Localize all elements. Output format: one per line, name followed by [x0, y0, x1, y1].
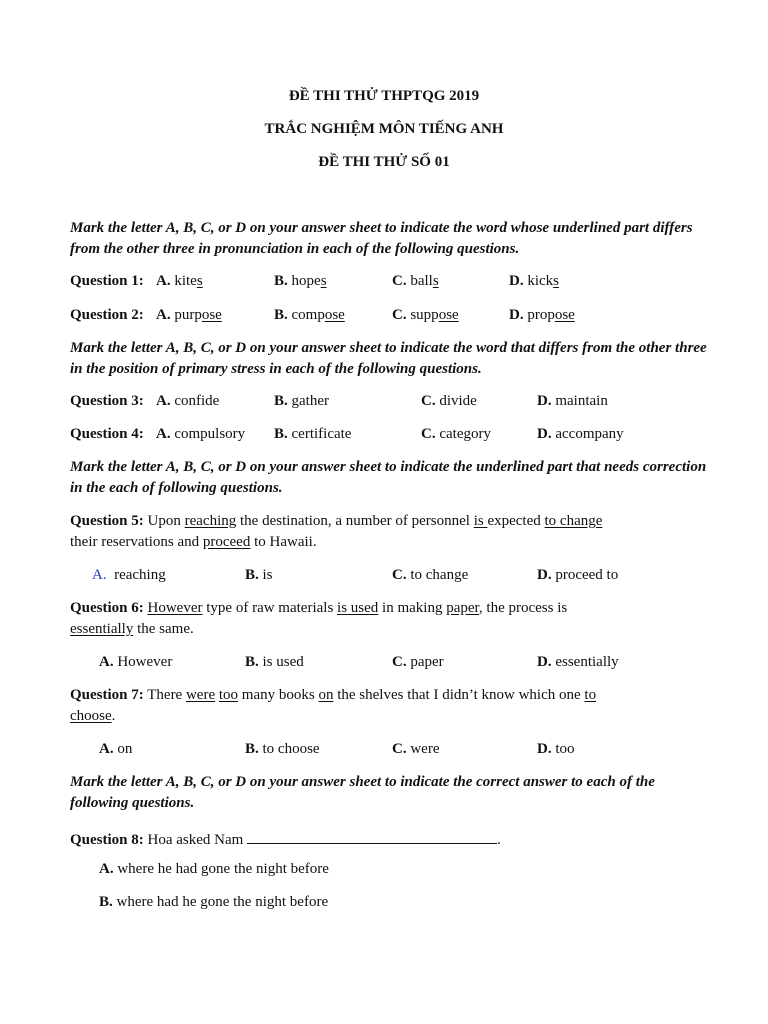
option-d: D. accompany [537, 426, 624, 442]
option-d: D. propose [509, 307, 575, 323]
option-d: D. kicks [509, 273, 560, 289]
instruction-pronunciation: Mark the letter A, B, C, or D on your answer sheet to indicate the word whose underlined part differs from the other three in pronunciation in each of the following questions. [70, 220, 693, 257]
option-c: C. balls [392, 273, 439, 289]
option-b: B. is used [245, 654, 304, 670]
option-c: C. to change [392, 567, 469, 583]
option-c: C. suppose [392, 307, 459, 323]
answer-blank [247, 829, 497, 844]
question-5-text-cont: their reservations and proceed to Hawaii. [70, 534, 317, 550]
option-b: B. to choose [245, 741, 320, 757]
question-3-label: Question 3: [70, 393, 144, 409]
instruction-correction: Mark the letter A, B, C, or D on your answer sheet to indicate the underlined part that needs correction in the each of following questions. [70, 459, 707, 496]
option-b: B. gather [274, 393, 329, 409]
option-c: C. category [421, 426, 491, 442]
option-c: C. divide [421, 393, 477, 409]
question-6-text-cont: essentially the same. [70, 621, 194, 637]
option-a: A. kites [156, 273, 203, 289]
option-b: B. hopes [274, 273, 327, 289]
exam-subject: TRẮC NGHIỆM MÔN TIẾNG ANH [264, 121, 504, 137]
option-c: C. were [392, 741, 440, 757]
question-4-label: Question 4: [70, 426, 144, 442]
option-d: D. essentially [537, 654, 619, 670]
question-5-text: Question 5: Upon reaching the destination, a number of personnel is expected to change [70, 513, 603, 529]
exam-title: ĐỀ THI THỬ THPTQG 2019 [288, 88, 480, 104]
option-d: D. too [537, 741, 575, 757]
option-a: A. compulsory [156, 426, 246, 442]
question-8-text: Question 8: Hoa asked Nam . [70, 829, 501, 849]
option-a: A. on [99, 741, 133, 757]
question-7-text-cont: choose. [70, 708, 116, 724]
option-b: B. is [245, 567, 273, 583]
option-b: B. where had he gone the night before [99, 894, 329, 910]
question-6-text: Question 6: However type of raw materials is used in making paper, the process is [70, 600, 568, 616]
question-1-label: Question 1: [70, 273, 144, 289]
option-a: A. However [99, 654, 173, 670]
option-b: B. certificate [274, 426, 352, 442]
instruction-correct-answer: Mark the letter A, B, C, or D on your answer sheet to indicate the correct answer to each of the following questions. [70, 774, 655, 811]
option-b: B. compose [274, 307, 345, 323]
question-2-label: Question 2: [70, 307, 144, 323]
instruction-stress: Mark the letter A, B, C, or D on your answer sheet to indicate the word that differs from the other three in the position of primary stress in each of the following questions. [70, 340, 707, 377]
option-a: A. reaching [92, 567, 166, 583]
option-d: D. maintain [537, 393, 608, 409]
question-7-text: Question 7: There were too many books on the shelves that I didn’t know which one to [70, 687, 597, 703]
exam-number: ĐỀ THI THỬ SỐ 01 [318, 154, 450, 170]
option-a: A. confide [156, 393, 220, 409]
option-c: C. paper [392, 654, 444, 670]
option-a: A. where he had gone the night before [99, 861, 329, 877]
option-a: A. purpose [156, 307, 222, 323]
option-d: D. proceed to [537, 567, 619, 583]
